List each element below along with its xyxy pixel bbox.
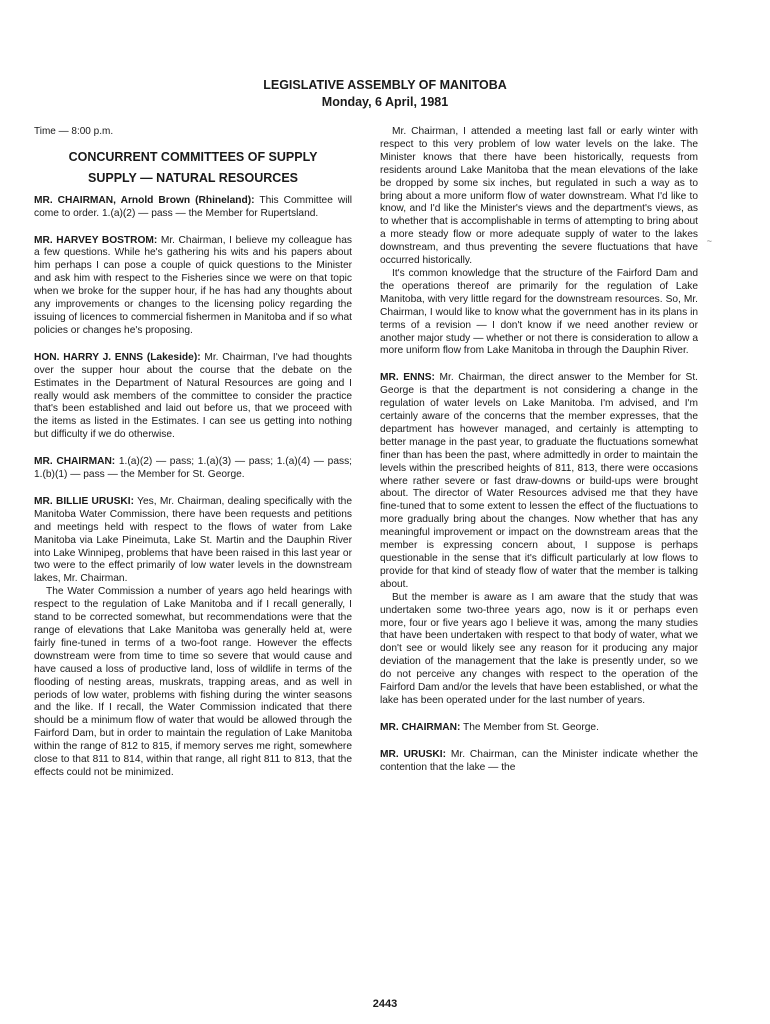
speech-text: Yes, Mr. Chairman, dealing specifically with the Manitoba Water Commission, there have been requests and petitions and meetings held with respect to the flows of water from Lake Manitoba via Lake Pineimuta, Lake St. Martin and the Dauphin River into Lake Winnipeg, problems that have been raised in this last year or two were to the effect primarily of low water levels in the downstream lakes, Mr. Chairman. xyxy=(34,495,353,585)
session-time: Time — 8:00 p.m. xyxy=(34,126,114,137)
speaker-name: MR. BILLIE URUSKI: xyxy=(34,495,135,507)
speech-text: Mr. Chairman, can the Minister indicate whether the contention that the lake — the xyxy=(380,748,698,773)
committee-title: CONCURRENT COMMITTEES OF SUPPLY xyxy=(68,149,318,164)
committee-subtitle: SUPPLY — NATURAL RESOURCES xyxy=(88,170,298,185)
speech-text: Mr. Chairman, I've had thoughts over the supper hour about the course that the debate on the Estimates in the Department of Natural Resources are going and I really would ask members of the committee to consider the practice that's been established and laid out before us, that we proceed with the items as listed in the Estimates. I can see us getting into nothing but difficulty if we do otherwise. xyxy=(34,351,352,441)
document-date: Monday, 6 April, 1981 xyxy=(321,95,449,109)
right-column xyxy=(380,126,698,775)
scan-mark: ~ xyxy=(706,236,712,246)
paragraph: Mr. Chairman, I attended a meeting last fall or early winter with respect to this very problem of low water levels on the lake. The Minister knows that there have been historically, requests from residents around Lake Manitoba that the mean elevations of the lake be dropped by some six inches, but regulated in such a way as to bring about a more uniform flow of water downstream. What I'd like to know, and I'd like the Minister's views and the department's views, as to whether that is accomplishable in terms of attempting to bring about a more steady flow or more adequate supply of water to the lakes downstream, and thus preventing the severe fluctuations that have occurred historically. xyxy=(380,126,698,267)
speech-text: This Committee will come to order. 1.(a)(2) — pass — the Member for Rupertsland. xyxy=(34,194,353,219)
paragraph xyxy=(380,749,698,775)
speaker-name: MR. CHAIRMAN: xyxy=(380,721,461,733)
paragraph xyxy=(380,372,698,591)
speaker-name: MR. CHAIRMAN, Arnold Brown (Rhineland): xyxy=(34,194,255,206)
paragraph: It's common knowledge that the structure of the Fairford Dam and the operations thereof are primarily for the regulation of Lake Manitoba, with very little regard for the downstream resources. So, Mr. Chairman, I would like to know what the government has in its plans in terms of a revision — I don't know if we need another review or another major study — whether or not there is consideration to allow a more uniform flow from Lake Manitoba in through the Dauphin River. xyxy=(380,267,698,357)
speaker-name: HON. HARRY J. ENNS (Lakeside): xyxy=(34,351,201,363)
paragraph xyxy=(380,722,698,735)
document-title: LEGISLATIVE ASSEMBLY OF MANITOBA xyxy=(263,78,507,92)
speech-text: 1.(a)(2) — pass; 1.(a)(3) — pass; 1.(a)(4) — pass; 1.(b)(1) — pass — the Member for St. George. xyxy=(34,456,352,481)
paragraph xyxy=(34,195,352,221)
speaker-name: MR. CHAIRMAN: xyxy=(34,456,116,468)
page-number: 2443 xyxy=(372,998,398,1010)
paragraph xyxy=(34,235,352,338)
speaker-name: MR. HARVEY BOSTROM: xyxy=(34,234,158,246)
paragraph xyxy=(34,456,352,482)
left-column xyxy=(34,126,352,780)
paragraph xyxy=(34,496,352,586)
speech-text: Mr. Chairman, I believe my colleague has a few questions. While he's gathering his wits and his papers about him perhaps I can pose a couple of quick questions to the Minister and ask him with respect to the Fisheries since we were on that topic when we broke for the supper hour, if he has had any thoughts about any improvements or changes to the licensing policy regarding the issuing of licences to commercial fishermen in Manitoba and if so what policies or changes he's proposing. xyxy=(34,234,352,336)
paragraph: The Water Commission a number of years ago held hearings with respect to the regulation of Lake Manitoba and if I recall generally, I stand to be corrected somewhat, but recommendations were that the range of elevations that Lake Manitoba was generally held at, were fairly fine-tuned in terms of a two-foot range. However the effects downstream were from time to time so severe that would cause and have caused a loss of productive land, loss of wildlife in terms of the flooding of nesting areas, muskrats, trapping areas, and as well in periods of low water, problems with fishing during the winter seasons and the like. If I recall, the Water Commission indicated that there should be a minimum flow of water that would be allowed through the Fairford Dam, but in order to maintain the regulation of Lake Manitoba within the range of 812 to 815, if memory serves me right, somewhere close to that 811 to 814, within that range, all right 811 to 813, that the effects could not be minimized. xyxy=(34,586,352,778)
page-header xyxy=(0,77,770,111)
speech-text: The Member from St. George. xyxy=(463,721,599,733)
paragraph xyxy=(34,352,352,442)
paragraph: But the member is aware as I am aware that the study that was undertaken some two-three years ago, now is it or perhaps even more, four or five years ago I believe it was, among the many studies that have been undertaken with respect to that body of water, what we don't see or would likely see any reason for it producing any major deviation of the management that the lake is presently under, so we do not perceive any changes with respect to the operation of the Fairford Dam and/or the levels that have been established, or what the lake has been operated under for the last number of years. xyxy=(380,591,698,706)
speaker-name: MR. URUSKI: xyxy=(380,748,447,760)
speaker-name: MR. ENNS: xyxy=(380,372,435,384)
speech-text: Mr. Chairman, the direct answer to the Member for St. George is that the department is not considering a change in the regulation of water levels on Lake Manitoba. I'm advised, and I'm certainly aware of the concerns that the member expresses, that the department has however managed, and certainly is attempting to better manage in the past year, to graduate the fluctuations somewhat finer than has been the past, where admittedly in order to maintain the levels within the prescribed heights of 811, 813, there were occasions where rather severe or fast draw-downs or build-ups were brought about. The director of Water Resources advised me that they have fine-tuned that to some extent to lessen the effect of the fluctuations to more gradually bring about the changes. Now whether that has any meaningful improvement or impact on the downstream areas that the member is expressing concern about, I suppose is perhaps questionable in the sense that it's difficult particularly at low flows to provide for that kind of steady flow of water that the member is talking about. xyxy=(380,372,698,590)
